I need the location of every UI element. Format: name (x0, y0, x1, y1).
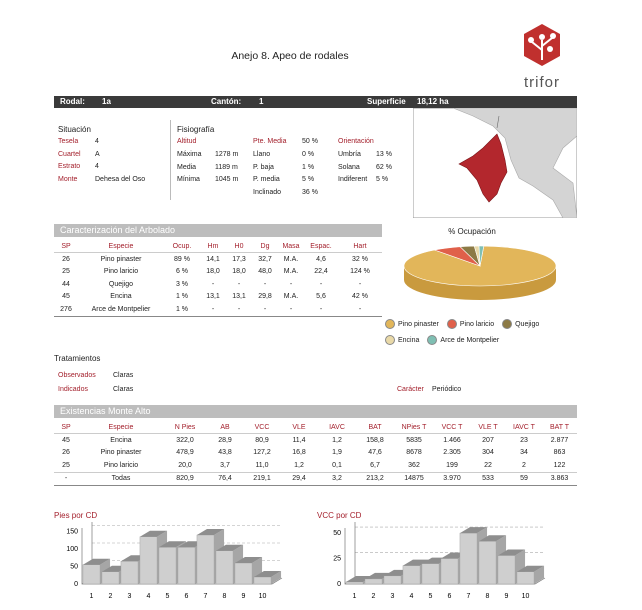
table-cell: 45 (62, 293, 70, 301)
legend-label: Pino pinaster (398, 321, 439, 328)
situacion-value: Dehesa del Oso (95, 175, 146, 183)
table-cell: - (358, 305, 362, 313)
table-cell: 29,8 (258, 293, 272, 301)
legend-swatch (502, 319, 512, 329)
table-row (54, 472, 577, 486)
altitud-label: Media (177, 163, 197, 171)
table-cell: 1,9 (332, 449, 342, 457)
table-cell: Pino pinaster (100, 255, 142, 263)
table-cell: 32 % (352, 255, 368, 263)
table-cell: 5835 (406, 436, 422, 444)
table-cell: 29,4 (292, 475, 306, 483)
altitud-heading: Altitud (177, 138, 197, 145)
table-cell: 158,8 (366, 436, 384, 444)
table-row (54, 253, 382, 266)
col-header: Dg (260, 242, 270, 250)
legend-item (385, 337, 419, 344)
observados-value: Claras (113, 372, 134, 379)
table-cell: Quejigo (108, 280, 134, 288)
table-cell: - (211, 305, 215, 313)
table-cell: 3.970 (443, 475, 461, 483)
pendiente-value: 36 % (302, 188, 318, 196)
brand-name: trifor (524, 74, 560, 91)
situacion-value: 4 (95, 138, 99, 145)
table-cell: 25 (62, 268, 70, 276)
table-cell: Todas (111, 475, 131, 483)
y-tick-label: 25 (333, 555, 341, 563)
existencias-heading: Existencias Monte Alto (60, 406, 151, 416)
col-header: Hart (353, 242, 367, 250)
x-tick-label: 10 (258, 593, 267, 600)
orientacion-list (338, 151, 408, 189)
table-cell: 2.305 (443, 449, 461, 457)
table-cell: Pino pinaster (100, 449, 142, 457)
table-cell: 322,0 (176, 436, 194, 444)
table-cell: 863 (553, 449, 566, 457)
arbolado-heading: Caracterización del Arbolado (60, 225, 176, 235)
col-header: Hm (207, 242, 219, 250)
altitud-label: Mínima (177, 176, 200, 183)
table-row (54, 291, 382, 304)
table-cell: 48,0 (258, 268, 272, 276)
pendiente-label: Llano (253, 151, 271, 158)
y-tick-label: 50 (333, 530, 341, 538)
x-tick-label: 2 (371, 593, 376, 600)
legend-item (385, 321, 439, 328)
orientacion-label: Umbría (338, 151, 361, 158)
table-cell: 34 (520, 449, 528, 457)
table-cell: Encina (110, 436, 132, 444)
table-cell: 122 (553, 461, 566, 469)
pies-por-cd-chart (54, 522, 310, 608)
orientacion-label: Solana (338, 163, 360, 171)
table-cell: 213,2 (366, 475, 384, 483)
x-tick-label: 5 (428, 593, 433, 600)
col-header: IAVC T (513, 423, 535, 431)
indicados-label: Indicados (58, 386, 88, 393)
table-cell: 0,1 (332, 461, 342, 469)
col-header: VLE (292, 423, 306, 431)
pendiente-value: 5 % (302, 176, 315, 183)
y-tick-label: 100 (66, 546, 78, 553)
table-cell: 47,6 (368, 449, 382, 457)
ocupacion-title: % Ocupación (448, 227, 496, 236)
tratamientos-heading: Tratamientos (54, 354, 101, 363)
y-tick-label: 0 (337, 581, 341, 588)
col-header: IAVC (329, 423, 345, 431)
vcc-chart-title: VCC por CD (317, 511, 362, 520)
table-header-row (54, 240, 382, 253)
situacion-label: Cuartel (58, 150, 81, 158)
table-cell: 16,8 (292, 449, 306, 457)
table-cell: 14875 (404, 475, 424, 483)
table-cell: 13,1 (232, 293, 246, 301)
table-cell: 6,7 (370, 461, 380, 469)
col-header: AB (220, 423, 230, 431)
table-row (54, 459, 577, 472)
table-cell: 89 % (174, 255, 190, 263)
table-cell: 4,6 (316, 255, 326, 263)
table-cell: 2.877 (550, 436, 569, 444)
orientacion-value: 13 % (376, 151, 392, 158)
rodal-label: Rodal: (60, 97, 85, 106)
x-tick-label: 7 (203, 593, 208, 600)
x-tick-label: 9 (504, 593, 509, 600)
legend-item (427, 337, 499, 344)
table-cell: 14,1 (206, 255, 220, 263)
table-cell: 42 % (352, 293, 368, 301)
ocupacion-legend (385, 317, 575, 349)
x-tick-label: 6 (447, 593, 452, 600)
page-title: Anejo 8. Apeo de rodales (231, 50, 349, 62)
x-tick-label: 8 (485, 593, 490, 600)
situacion-list (58, 138, 168, 188)
table-cell: M.A. (283, 293, 299, 301)
legend-swatch (385, 319, 395, 329)
x-tick-label: 3 (390, 593, 395, 600)
table-row (54, 303, 382, 316)
table-cell: 59 (520, 475, 528, 483)
existencias-section-header (54, 405, 577, 418)
table-cell: 18,0 (206, 268, 220, 276)
legend-item (502, 321, 539, 328)
y-tick-label: 0 (74, 581, 78, 588)
pendiente-media-value: 50 % (302, 138, 318, 145)
table-row (54, 434, 577, 447)
table-cell: 207 (482, 436, 494, 444)
y-tick-label: 50 (70, 563, 78, 571)
table-cell: Arce de Montpelier (91, 305, 151, 313)
legend-label: Quejigo (515, 321, 540, 328)
table-row (54, 266, 382, 279)
x-tick-label: 5 (165, 593, 170, 600)
table-cell: Pino laricio (103, 461, 139, 469)
rodal-header-bar (54, 96, 577, 108)
altitud-label: Máxima (177, 151, 202, 158)
table-cell: 43,8 (218, 449, 232, 457)
table-cell: 304 (482, 449, 494, 457)
table-cell: - (289, 280, 293, 288)
table-cell: - (289, 305, 293, 313)
table-cell: Encina (110, 293, 132, 301)
x-tick-label: 4 (409, 593, 414, 600)
altitud-value: 1189 m (215, 163, 238, 171)
table-cell: 1 % (175, 305, 189, 313)
table-cell: 199 (446, 461, 458, 469)
caracter-value: Periódico (432, 386, 462, 393)
superficie-value: 18,12 ha (417, 97, 449, 106)
pendiente-value: 0 % (302, 151, 315, 158)
situacion-label: Tesela (58, 138, 79, 145)
x-tick-label: 1 (89, 593, 94, 600)
pendiente-list (253, 151, 333, 201)
table-cell: 478,9 (176, 449, 194, 457)
table-cell: 820,9 (176, 475, 194, 483)
table-cell: 26 (62, 255, 70, 263)
table-cell: 32,7 (258, 255, 272, 263)
col-header: SP (61, 423, 71, 431)
table-cell: 2 (522, 461, 526, 469)
y-tick-label: 150 (66, 528, 78, 536)
col-header: N Pies (174, 423, 196, 431)
table-cell: 18,0 (232, 268, 246, 276)
table-cell: M.A. (283, 255, 299, 263)
table-cell: 28,9 (218, 436, 232, 444)
table-cell: 1,2 (332, 436, 342, 444)
vcc-por-cd-chart (317, 522, 573, 608)
table-cell: - (211, 280, 215, 288)
pendiente-label: P. baja (253, 163, 274, 171)
table-cell: - (319, 305, 323, 313)
canton-label: Cantón: (211, 97, 242, 106)
col-header: Ocup. (172, 242, 192, 250)
col-header: VLE T (478, 423, 498, 431)
table-cell: 17,3 (232, 255, 246, 263)
table-cell: 45 (62, 436, 70, 444)
altitud-list (177, 151, 249, 189)
table-cell: 22 (484, 461, 492, 469)
table-cell: 8678 (406, 449, 422, 457)
table-cell: - (263, 280, 267, 288)
table-cell: 3.863 (550, 475, 569, 483)
situacion-label: Monte (58, 175, 78, 183)
pendiente-value: 1 % (302, 163, 315, 171)
legend-swatch (427, 335, 437, 345)
col-header: Espac. (310, 242, 332, 250)
orientacion-label: Indiferent (338, 176, 368, 183)
table-cell: 362 (408, 461, 420, 469)
pendiente-label: P. media (253, 176, 280, 183)
col-header: NPies T (401, 423, 427, 431)
table-row (54, 447, 577, 460)
ocupacion-pie-chart (395, 238, 565, 308)
table-cell: 22,4 (314, 268, 328, 276)
orientacion-value: 62 % (376, 163, 392, 171)
table-cell: - (263, 305, 267, 313)
table-row (54, 278, 382, 291)
pies-chart-title: Pies por CD (54, 511, 98, 520)
arbolado-table (54, 240, 382, 317)
rodal-value: 1a (102, 97, 111, 106)
col-header: H0 (234, 242, 244, 250)
table-cell: 76,4 (218, 475, 232, 483)
x-tick-label: 8 (222, 593, 227, 600)
col-header: Especie (108, 423, 134, 431)
table-cell: 1,2 (294, 461, 304, 469)
table-cell: 127,2 (253, 449, 271, 457)
pendiente-heading: Pte. Media (253, 138, 287, 145)
table-cell: 1 % (175, 293, 189, 301)
altitud-value: 1045 m (215, 176, 239, 183)
col-header: BAT T (549, 423, 570, 431)
orientacion-value: 5 % (376, 176, 389, 183)
observados-label: Observados (58, 372, 96, 379)
divider (170, 120, 171, 200)
x-tick-label: 1 (352, 593, 357, 600)
table-cell: 11,0 (255, 461, 269, 469)
situacion-value: 4 (95, 163, 99, 170)
table-cell: - (319, 280, 323, 288)
col-header: BAT (368, 423, 382, 431)
table-cell: - (237, 280, 241, 288)
table-cell: Pino laricio (103, 268, 139, 276)
existencias-table (54, 421, 577, 486)
superficie-label: Superficie (367, 97, 406, 106)
x-tick-label: 7 (466, 593, 471, 600)
x-tick-label: 10 (521, 593, 530, 600)
table-cell: 124 % (350, 268, 370, 276)
table-cell: 11,4 (292, 436, 306, 444)
col-header: SP (61, 242, 71, 250)
legend-item (447, 321, 494, 328)
table-cell: 276 (60, 305, 72, 313)
fisiografia-heading: Fisiografía (177, 125, 215, 134)
x-tick-label: 4 (146, 593, 151, 600)
table-cell: 80,9 (255, 436, 269, 444)
col-header: VCC T (441, 423, 463, 431)
table-cell: - (358, 280, 362, 288)
legend-label: Arce de Montpelier (440, 337, 500, 344)
table-cell: 3 % (175, 280, 189, 288)
legend-label: Encina (398, 337, 420, 344)
canton-value: 1 (259, 97, 264, 106)
table-cell: 1.466 (443, 436, 461, 444)
x-tick-label: 2 (108, 593, 113, 600)
arbolado-section-header (54, 224, 382, 237)
legend-swatch (385, 335, 395, 345)
table-cell: 20,0 (178, 461, 192, 469)
situacion-value: A (95, 150, 100, 158)
x-tick-label: 9 (241, 593, 246, 600)
table-cell: - (237, 305, 241, 313)
table-cell: 6 % (175, 268, 189, 276)
col-header: VCC (254, 423, 270, 431)
col-header: Masa (282, 242, 300, 250)
pendiente-label: Inclinado (253, 188, 282, 196)
indicados-value: Claras (113, 386, 134, 393)
table-cell: 44 (62, 280, 70, 288)
location-map (413, 108, 577, 218)
situacion-heading: Situación (58, 125, 91, 134)
table-cell: 26 (62, 449, 70, 457)
x-tick-label: 6 (184, 593, 189, 600)
x-tick-label: 3 (127, 593, 132, 600)
table-cell: 533 (482, 475, 494, 483)
legend-swatch (447, 319, 457, 329)
situacion-label: Estrato (58, 163, 81, 170)
table-cell: M.A. (283, 268, 299, 276)
orientacion-heading: Orientación (338, 138, 374, 145)
table-cell: 13,1 (206, 293, 220, 301)
table-cell: 219,1 (253, 475, 271, 483)
table-cell: 5,6 (316, 293, 326, 301)
caracter-label: Carácter (397, 386, 424, 393)
col-header: Especie (108, 242, 134, 250)
altitud-value: 1278 m (215, 151, 239, 158)
legend-label: Pino laricio (459, 321, 495, 328)
table-header-row (54, 421, 577, 434)
table-cell: 3,7 (220, 461, 230, 469)
table-cell: - (64, 475, 68, 483)
table-cell: 25 (62, 461, 70, 469)
table-cell: 23 (520, 436, 528, 444)
table-cell: 3,2 (332, 475, 342, 483)
